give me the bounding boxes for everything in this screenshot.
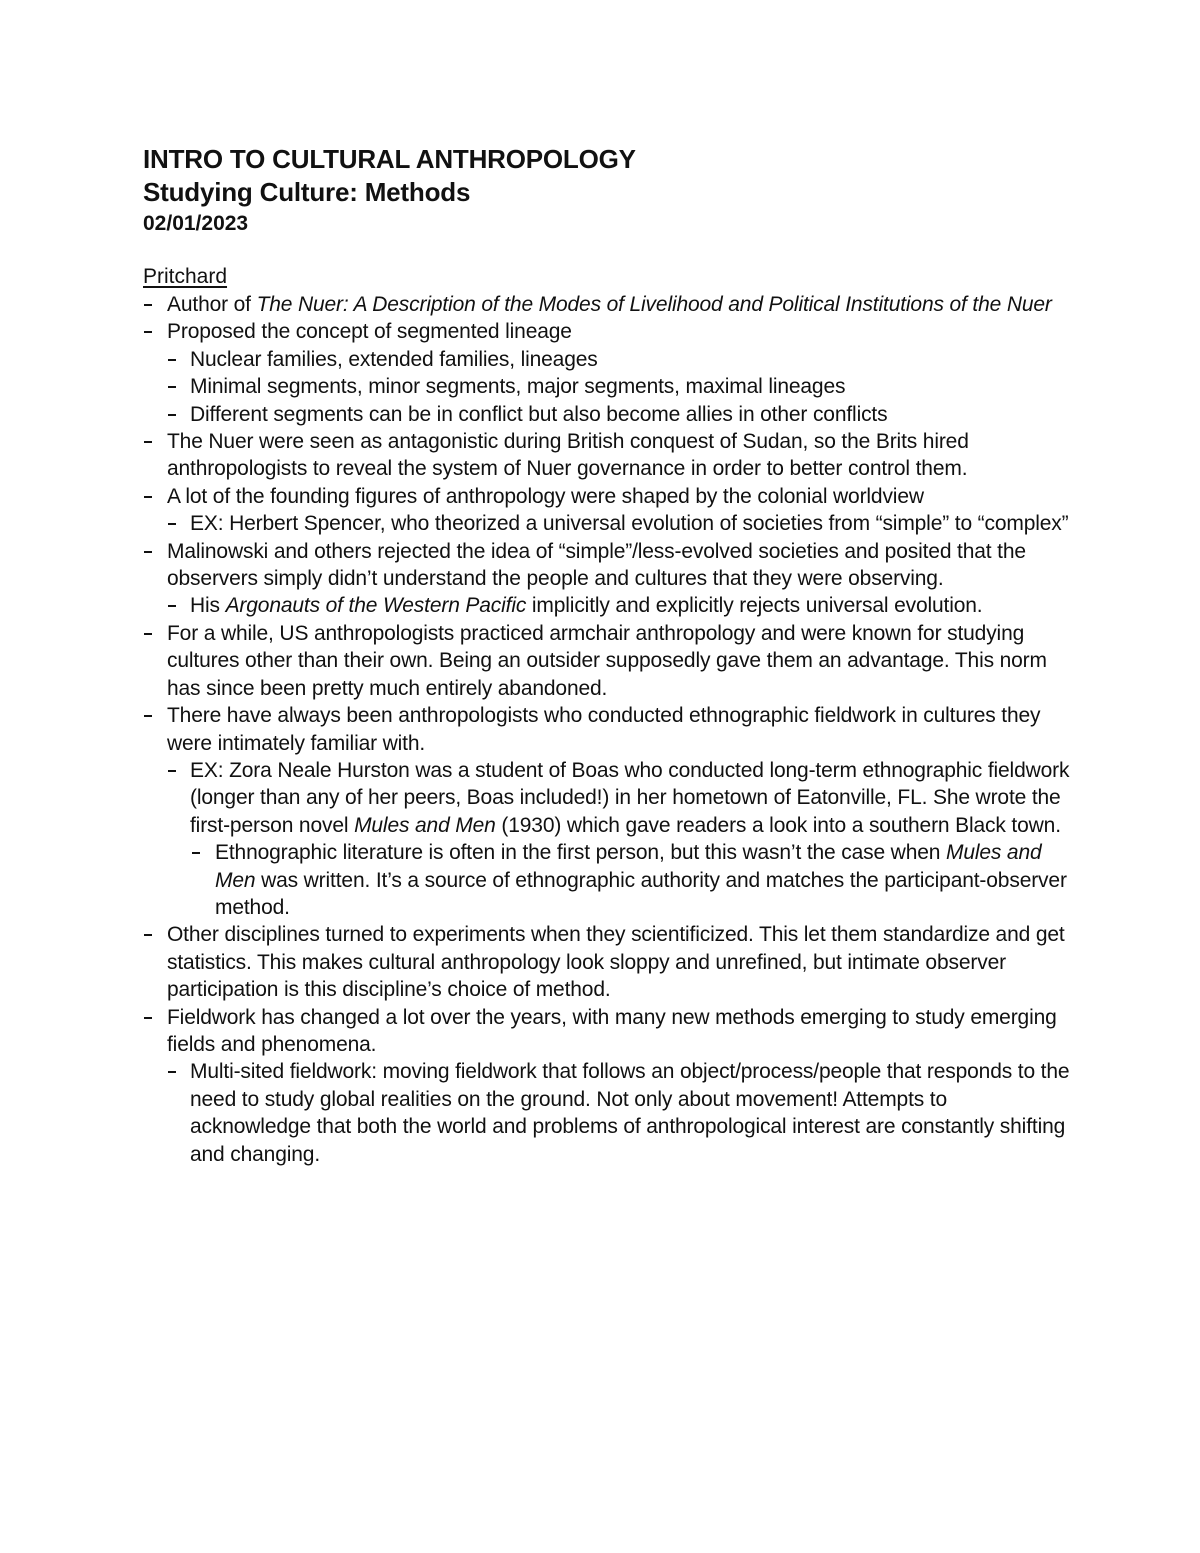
list-item: Proposed the concept of segmented lineage	[143, 318, 1073, 345]
document-title: INTRO TO CULTURAL ANTHROPOLOGY	[143, 144, 636, 174]
list-item: Other disciplines turned to experiments when they scientificized. This let them standardize and get statistics. This makes cultural anthropology look sloppy and unrefined, but intimate observer participation is this discipline’s choice of method.	[143, 921, 1073, 1003]
document-page	[143, 143, 1073, 1168]
document-date: 02/01/2023	[143, 212, 249, 235]
notes-list	[143, 291, 1073, 1168]
list-item: Different segments can be in conflict but also become allies in other conflicts	[143, 401, 1073, 428]
section-heading: Pritchard	[143, 265, 228, 288]
list-item: Nuclear families, extended families, lineages	[143, 346, 1073, 373]
list-item: EX: Zora Neale Hurston was a student of Boas who conducted long-term ethnographic fieldwork (longer than any of her peers, Boas included!) in her hometown of Eatonville, FL. She wrote the first-person novel Mules and Men (1930) which gave readers a look into a southern Black town.	[143, 757, 1073, 839]
list-item: Ethnographic literature is often in the first person, but this wasn’t the case when Mules and Men was written. It’s a source of ethnographic authority and matches the participant-observer method.	[143, 839, 1073, 921]
list-item: EX: Herbert Spencer, who theorized a universal evolution of societies from “simple” to “complex”	[143, 510, 1073, 537]
list-item: A lot of the founding figures of anthropology were shaped by the colonial worldview	[143, 483, 1073, 510]
list-item: Minimal segments, minor segments, major segments, maximal lineages	[143, 373, 1073, 400]
list-item: Fieldwork has changed a lot over the years, with many new methods emerging to study emerging fields and phenomena.	[143, 1004, 1073, 1059]
list-item: Multi-sited fieldwork: moving fieldwork that follows an object/process/people that responds to the need to study global realities on the ground. Not only about movement! Attempts to acknowledge that both the world and problems of anthropological interest are constantly shifting and changing.	[143, 1058, 1073, 1168]
list-item: Malinowski and others rejected the idea of “simple”/less-evolved societies and posited that the observers simply didn’t understand the people and cultures that they were observing.	[143, 538, 1073, 593]
list-item: For a while, US anthropologists practiced armchair anthropology and were known for studying cultures other than their own. Being an outsider supposedly gave them an advantage. This norm has since been pretty much entirely abandoned.	[143, 620, 1073, 702]
list-item: Author of The Nuer: A Description of the Modes of Livelihood and Political Institutions of the Nuer	[143, 291, 1073, 318]
list-item: There have always been anthropologists who conducted ethnographic fieldwork in cultures they were intimately familiar with.	[143, 702, 1073, 757]
document-subtitle: Studying Culture: Methods	[143, 177, 471, 207]
list-item: His Argonauts of the Western Pacific implicitly and explicitly rejects universal evolution.	[143, 592, 1073, 619]
list-item: The Nuer were seen as antagonistic during British conquest of Sudan, so the Brits hired anthropologists to reveal the system of Nuer governance in order to better control them.	[143, 428, 1073, 483]
